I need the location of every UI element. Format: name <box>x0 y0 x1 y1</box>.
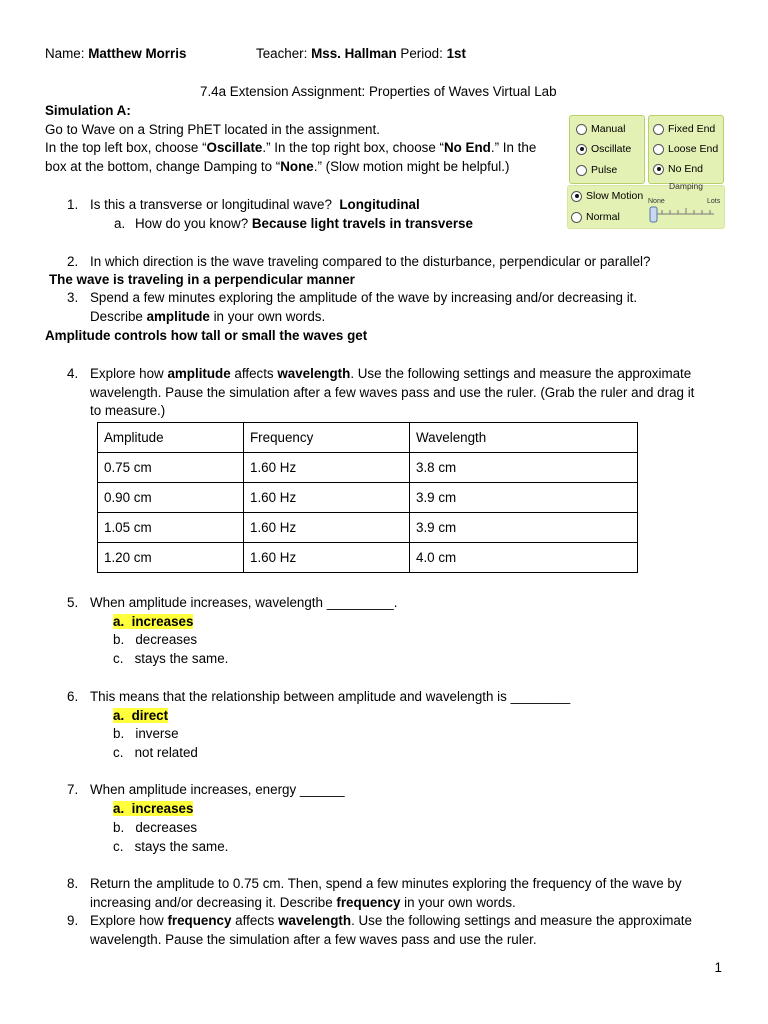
q7-option-b: b. decreases <box>113 820 198 835</box>
q1-number: 1. <box>67 197 79 212</box>
table-row <box>98 483 638 513</box>
q5-option-c: c. stays the same. <box>113 651 229 666</box>
radio-icon <box>576 124 587 135</box>
table-cell: 1.60 Hz <box>244 453 410 483</box>
period-value: 1st <box>446 46 466 61</box>
table-cell: 0.90 cm <box>98 483 244 513</box>
q3-text-2: Describe amplitude in your own words. <box>90 309 326 324</box>
q6-option-a: a. direct <box>113 708 169 723</box>
option-fixed-end: Fixed End <box>653 123 715 135</box>
option-no-end: No End <box>653 163 703 175</box>
option-loose-end: Loose End <box>653 143 718 155</box>
q6-option-c: c. not related <box>113 745 198 760</box>
table-header: Frequency <box>244 423 410 453</box>
damping-min-label: None <box>648 198 665 205</box>
intro-line-3: box at the bottom, change Damping to “None.” (Slow motion might be helpful.) <box>45 159 510 174</box>
radio-icon <box>653 144 664 155</box>
damping-label: Damping <box>669 181 704 191</box>
q9-number: 9. <box>67 913 79 928</box>
q9-text: Explore how frequency affects wavelength. Use the following settings and measure the approximate <box>90 913 692 928</box>
q6-text: This means that the relationship between amplitude and wavelength is ________ <box>90 689 571 704</box>
q2-number: 2. <box>67 254 79 269</box>
q1-text: Is this a transverse or longitudinal wave? Longitudinal <box>90 197 420 212</box>
q7-text: When amplitude increases, energy ______ <box>90 782 345 797</box>
table-header-row <box>98 423 638 453</box>
name-line: Name: Matthew Morris <box>45 46 187 61</box>
option-normal: Normal <box>571 211 620 223</box>
table-cell: 1.05 cm <box>98 513 244 543</box>
q8-number: 8. <box>67 876 79 891</box>
radio-icon <box>571 212 582 223</box>
table-cell: 1.60 Hz <box>244 483 410 513</box>
q1-answer: Longitudinal <box>339 197 420 212</box>
option-oscillate: Oscillate <box>576 143 631 155</box>
table-header: Amplitude <box>98 423 244 453</box>
q3-number: 3. <box>67 290 79 305</box>
q7-option-a: a. increases <box>113 801 194 816</box>
q3-text: Spend a few minutes exploring the amplitude of the wave by increasing and/or decreasing it. <box>90 290 638 305</box>
table-cell: 1.20 cm <box>98 543 244 573</box>
table-cell: 3.8 cm <box>410 453 638 483</box>
q4-text-3: to measure.) <box>90 403 166 418</box>
table-cell: 4.0 cm <box>410 543 638 573</box>
intro-line-2: In the top left box, choose “Oscillate.” In the top right box, choose “No End.” In the <box>45 140 537 155</box>
teacher-name: Mss. Hallman <box>311 46 397 61</box>
teacher-period-line: Teacher: Mss. Hallman Period: 1st <box>256 46 466 61</box>
radio-icon <box>576 165 587 176</box>
q4-text-2: wavelength. Pause the simulation after a few waves pass and use the ruler. (Grab the ruler and drag it <box>90 385 695 400</box>
section-heading: Simulation A: <box>45 103 131 118</box>
table-cell: 3.9 cm <box>410 483 638 513</box>
damping-slider <box>648 204 718 224</box>
radio-selected-icon <box>653 164 664 175</box>
option-pulse: Pulse <box>576 164 617 176</box>
q6-number: 6. <box>67 689 79 704</box>
radio-icon <box>653 124 664 135</box>
q8-text-2: increasing and/or decreasing it. Describe frequency in your own words. <box>90 895 516 910</box>
table-row <box>98 513 638 543</box>
table-header: Wavelength <box>410 423 638 453</box>
q9-text-2: wavelength. Pause the simulation after a few waves pass and use the ruler. <box>90 932 537 947</box>
table-cell: 1.60 Hz <box>244 513 410 543</box>
q1a-answer: Because light travels in transverse <box>251 216 473 231</box>
q4-text: Explore how amplitude affects wavelength. Use the following settings and measure the approximate <box>90 366 692 381</box>
q6-option-b: b. inverse <box>113 726 179 741</box>
q7-number: 7. <box>67 782 79 797</box>
student-name: Matthew Morris <box>88 46 187 61</box>
page-number: 1 <box>714 960 722 975</box>
q5-option-b: b. decreases <box>113 632 198 647</box>
table-cell: 1.60 Hz <box>244 543 410 573</box>
damping-max-label: Lots <box>707 198 721 205</box>
option-manual: Manual <box>576 123 625 135</box>
q8-text: Return the amplitude to 0.75 cm. Then, spend a few minutes exploring the frequency of the wave by <box>90 876 682 891</box>
q3-answer: Amplitude controls how tall or small the waves get <box>45 328 368 343</box>
amplitude-wavelength-table <box>97 422 638 573</box>
radio-selected-icon <box>576 144 587 155</box>
q7-option-c: c. stays the same. <box>113 839 229 854</box>
table-row <box>98 453 638 483</box>
table-cell: 3.9 cm <box>410 513 638 543</box>
q1a-text: How do you know? Because light travels in transverse <box>135 216 473 231</box>
q2-text: In which direction is the wave traveling compared to the disturbance, perpendicular or parallel? <box>90 254 651 269</box>
document-title: 7.4a Extension Assignment: Properties of Waves Virtual Lab <box>200 84 557 99</box>
intro-line-1: Go to Wave on a String PhET located in the assignment. <box>45 122 380 137</box>
q1a-letter: a. <box>114 216 126 231</box>
option-slow-motion: Slow Motion <box>571 190 643 202</box>
q5-option-a: a. increases <box>113 614 194 629</box>
q4-number: 4. <box>67 366 79 381</box>
q2-answer: The wave is traveling in a perpendicular manner <box>49 272 355 287</box>
table-cell: 0.75 cm <box>98 453 244 483</box>
damping-slider-thumb <box>650 207 657 222</box>
table-row <box>98 543 638 573</box>
q5-number: 5. <box>67 595 79 610</box>
q5-text: When amplitude increases, wavelength _________. <box>90 595 398 610</box>
radio-selected-icon <box>571 191 582 202</box>
